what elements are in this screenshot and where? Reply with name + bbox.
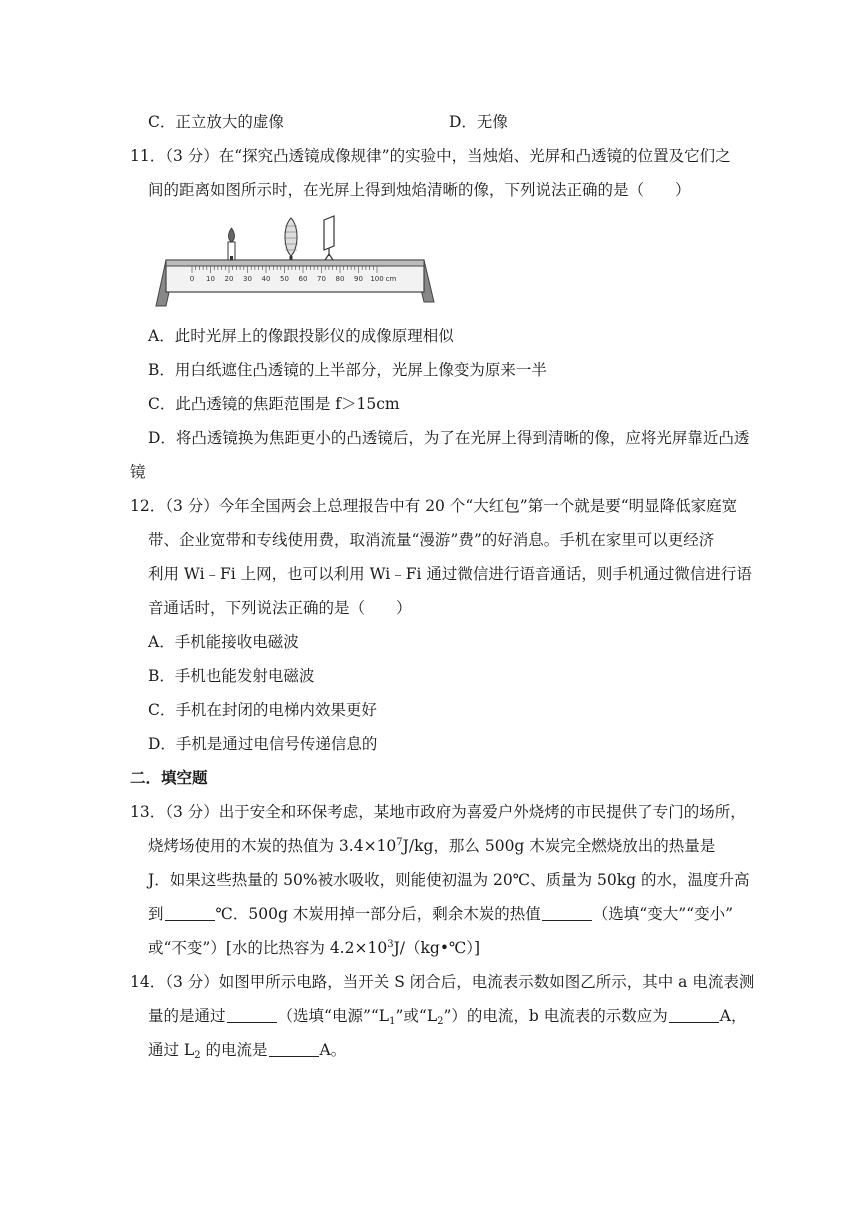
section-heading-fill-in: 二．填空题 xyxy=(130,769,208,787)
q11-option-d-line2: 镜 xyxy=(130,463,146,481)
answer-blank xyxy=(227,1008,277,1023)
answer-blank xyxy=(269,1042,319,1057)
answer-blank xyxy=(542,906,592,921)
q10-option-d: D．无像 xyxy=(449,113,508,131)
q12-option-a: A．手机能接收电磁波 xyxy=(148,633,299,651)
q12-stem-line2: 带、企业宽带和专线使用费，取消流量“漫游”费”的好消息。手机在家里可以更经济 xyxy=(148,531,715,549)
q13-stem-line2: 烧烤场使用的木炭的热值为 $3.4\times 10^7J/kg$，那么 500g 木炭完全燃烧放出的热量是 xyxy=(148,837,716,855)
q13-stem-line4: 到 ℃．500g 木炭用掉一部分后，剩余木炭的热值 （选填“变大”“变小” xyxy=(148,905,733,923)
answer-blank xyxy=(669,1008,719,1023)
ruler-label: 60 xyxy=(298,275,308,283)
ruler-label: 50 xyxy=(280,275,289,283)
ruler-label: 100 xyxy=(370,275,384,283)
ruler-label: cm xyxy=(385,275,397,283)
ruler-label: 90 xyxy=(354,275,363,283)
ruler-label: 80 xyxy=(335,275,345,283)
ruler-label: 10 xyxy=(206,275,215,283)
q12-option-d: D．手机是通过电信号传递信息的 xyxy=(148,735,378,753)
q12-stem-line1: 12．（3 分）今年全国两会上总理报告中有 20 个“大红包”第一个就是要“明显降低家庭宽 xyxy=(130,497,738,515)
q12-option-b: B．手机也能发射电磁波 xyxy=(148,667,315,685)
q13-stem-line3: J．如果这些热量的 50%被水吸收，则能使初温为 20℃、质量为 50kg 的水，温度升高 xyxy=(148,871,750,889)
q12-stem-line3: 利用 Wi﹣Fi 上网，也可以利用 Wi﹣Fi 通过微信进行语音通话，则手机通过微信进行语 xyxy=(148,565,752,583)
ruler-label: 20 xyxy=(224,275,234,283)
q13-stem-line1: 13．（3 分）出于安全和环保考虑，某地市政府为喜爱户外烧烤的市民提供了专门的场所， xyxy=(130,803,746,821)
answer-blank xyxy=(165,906,215,921)
q14-stem-line3: 通过 $L_2$ 的电流是 A。 xyxy=(148,1041,347,1061)
q11-option-a: A．此时光屏上的像跟投影仪的成像原理相似 xyxy=(148,327,454,345)
candle-icon xyxy=(228,228,235,260)
ruler-label: 70 xyxy=(317,275,326,283)
ruler-label: 40 xyxy=(261,275,271,283)
q11-option-d-line1: D．将凸透镜换为焦距更小的凸透镜后，为了在光屏上得到清晰的像，应将光屏靠近凸透 xyxy=(148,429,750,447)
bench-rail-top xyxy=(166,260,424,266)
q12-stem-line4: 音通话时，下列说法正确的是（ ） xyxy=(148,599,412,617)
optical-bench-figure xyxy=(152,212,442,312)
q14-stem-line2: 量的是通过 （选填“电源$”“L_1$”或“$L_2$”）的电流，b 电流表的示数应为 A， xyxy=(148,1007,747,1027)
convex-lens-icon xyxy=(284,218,298,260)
q10-option-c: C．正立放大的虚像 xyxy=(148,113,284,131)
q14-stem-line1: 14．（3 分）如图甲所示电路，当开关 S 闭合后，电流表示数如图乙所示，其中 a 电流表测 xyxy=(130,973,755,991)
light-screen-icon xyxy=(324,216,334,260)
q13-stem-line5: 或“不变”）[水的比热容为 $4.2\times 10^3J/(kg•℃)$] xyxy=(148,939,481,957)
ruler-label: 30 xyxy=(243,275,252,283)
q11-stem-line1: 11．（3 分）在“探究凸透镜成像规律”的实验中，当烛焰、光屏和凸透镜的位置及它们之 xyxy=(130,147,731,165)
q11-stem-line2: 间的距离如图所示时，在光屏上得到烛焰清晰的像，下列说法正确的是（ ） xyxy=(148,181,691,199)
ruler-label: 0 xyxy=(189,275,195,283)
q11-option-c: C．此凸透镜的焦距范围是 f＞15cm xyxy=(148,395,400,413)
q11-option-b: B．用白纸遮住凸透镜的上半部分，光屏上像变为原来一半 xyxy=(148,361,547,379)
q12-option-c: C．手机在封闭的电梯内效果更好 xyxy=(148,701,377,719)
